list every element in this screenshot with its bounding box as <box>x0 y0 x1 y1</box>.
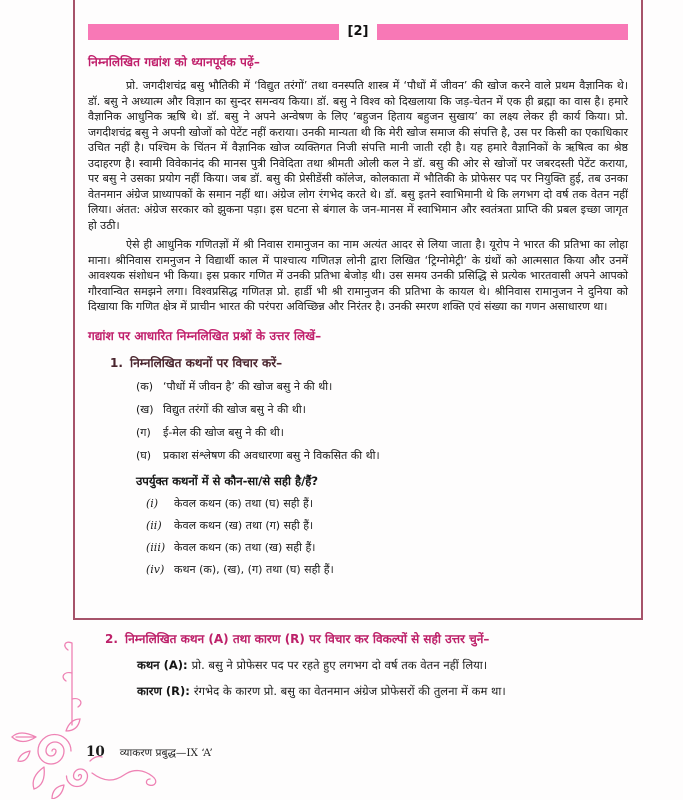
option-iii-text: केवल कथन (क) तथा (ख) सही हैं। <box>174 540 316 554</box>
option-iv-text: कथन (क), (ख), (ग) तथा (घ) सही हैं। <box>174 562 334 576</box>
option-iv-label: (iv) <box>146 562 165 576</box>
statement-gha <box>136 449 628 463</box>
statement-kha-text: विद्युत तरंगों की खोज बसु ने की थी। <box>163 402 306 416</box>
option-i <box>146 497 628 511</box>
statement-ka-text: ‘पौधों में जीवन है’ की खोज बसु ने की थी। <box>163 379 333 393</box>
option-iii-label: (iii) <box>146 540 166 554</box>
statement-ga-label: (ग) <box>136 425 151 439</box>
question-1-sub-question: उपर्युक्त कथनों में से कौन-सा/से सही है/हैं? <box>136 473 319 488</box>
assertion-row <box>137 658 633 673</box>
option-i-text: केवल कथन (क) तथा (घ) सही हैं। <box>174 496 313 510</box>
question-2-number: 2. <box>105 632 118 646</box>
reason-label: कारण (R): <box>137 684 190 698</box>
footer-page-number: 10 <box>86 744 105 760</box>
question-1-title <box>110 354 628 371</box>
question-1-number: 1. <box>110 355 123 370</box>
header-bar-left <box>88 24 339 40</box>
assertion-label: कथन (A): <box>137 658 188 672</box>
reason-text: रंगभेद के कारण प्रो. बसु का वेतनमान अंग्रेज प्रोफेसरों की तुलना में कम था। <box>193 684 506 698</box>
passage-paragraph-2: ऐसे ही आधुनिक गणितज्ञों में श्री निवास रामानुजन का नाम अत्यंत आदर से लिया जाता है। यूरोप ने भारत की प्रतिभा का लोहा माना। श्रीनिवास रामनुजन ने विद्यार्थी काल में पाश्चात्य गणितज्ञ लोनी द्वारा लिखित ‘ट्रिग्नोमेट्री’ के ग्रंथों को आत्मसात किया और उनमें आवश्यक संशोधन भी किया। इस प्रकार गणित में उनकी प्रतिभा बेजोड़ थी। उस समय उनकी प्रसिद्धि से प्रत्येक भारतवासी अपने आपको गौरवान्वित समझने लगा। विश्वप्रसिद्ध गणितज्ञ प्रो. हार्डी भी श्री रामानुजन की प्रतिभा के कायल थे। श्रीनिवास रामानुजन ने दुनिया को दिखाया कि गणित क्षेत्र में प्राचीन भारत की परंपरा अविच्छिन्न और निरंतर है। उनकी स्मरण शक्ति एवं संख्या का गणन असाधारण था। <box>88 238 628 313</box>
passage-paragraph-1: प्रो. जगदीशचंद्र बसु भौतिकी में ‘विद्युत तरंगों’ तथा वनस्पति शास्त्र में ‘पौधों में जीवन’ की खोज करने वाले प्रथम वैज्ञानिक थे। डॉ. बसु ने अध्यात्म और विज्ञान का सुन्दर समन्वय किया। डॉ. बसु ने विश्व को दिखलाया कि जड़-चेतन में एक ही ब्रह्मा का वास है। हमारे वैज्ञानिक आधुनिक ऋषि थे। डॉ. बसु ने अपने अन्वेषण के लिए ‘बहुजन हिताय बहुजन सुखाय’ का लक्ष्य लेकर ही कार्य किया। प्रो. जगदीशचंद्र बसु ने अपनी खोजों को पेटेंट नहीं कराया। उनकी मान्यता थी कि मेरी खोज समाज की संपत्ति है, उस पर किसी का एकाधिकार उचित नहीं है। पश्चिम के चिंतन में वैज्ञानिक खोज व्यक्तिगत निजी संपत्ति मानी जाती रही है। यह हमारे वैज्ञानिकों के ऋषित्व का श्रेष्ठ उदाहरण है। स्वामी विवेकानंद की मानस पुत्री निवेदिता तथा श्रीमती ओली कल ने डॉ. बसु की ओर से खोजों पर जबरदस्ती पेटेंट कराया, पर बसु ने उसका प्रयोग नहीं किया। जब डॉ. बसु की प्रेसीडेंसी कॉलेज, कोलकाता में भौतिकी के प्रोफेसर पद पर नियुक्ति हुई, तब उनका वेतनमान अंग्रेज प्राध्यापकों के समान नहीं था। अंग्रेज लोग रंगभेद करते थे। डॉ. बसु इतने स्वाभिमानी थे कि लगभग दो वर्ष तक वेतन नहीं लिया। अंतत: अंग्रेज सरकार को झुकना पड़ा। इस घटना से बंगाल के जन-मानस में स्वाभिमान और स्वतंत्रता प्राप्ति की प्रबल इच्छा जागृत हो उठी। <box>88 79 628 232</box>
question-2-title-text: निम्नलिखित कथन (A) तथा कारण (R) पर विचार कर विकल्पों से सही उत्तर चुनें– <box>125 632 490 646</box>
statement-kha-label: (ख) <box>136 402 154 416</box>
statement-ga-text: ई-मेल की खोज बसु ने की थी। <box>163 425 284 439</box>
footer-book-title: व्याकरण प्रबुद्ध—IX ‘A’ <box>119 747 213 759</box>
floral-corner-decoration <box>6 633 194 799</box>
reason-row <box>137 684 633 699</box>
instruction-heading: निम्नलिखित गद्यांश को ध्यानपूर्वक पढ़ें– <box>88 55 260 69</box>
statement-ka-label: (क) <box>136 379 154 393</box>
questions-heading: गद्यांश पर आधारित निम्नलिखित प्रश्नों के उत्तर लिखें– <box>88 328 322 343</box>
page-content-box <box>73 0 643 620</box>
statement-gha-text: प्रकाश संश्लेषण की अवधारणा बसु ने विकसित की थी। <box>163 448 380 462</box>
page-number-top: [2] <box>347 24 369 39</box>
statement-ka <box>136 380 628 394</box>
question-1-title-text: निम्नलिखित कथनों पर विचार करें– <box>130 355 283 370</box>
option-iii <box>146 541 628 555</box>
option-ii <box>146 519 628 533</box>
statement-kha <box>136 403 628 417</box>
assertion-text: प्रो. बसु ने प्रोफेसर पद पर रहते हुए लगभग दो वर्ष तक वेतन नहीं लिया। <box>191 658 488 672</box>
option-i-label: (i) <box>146 496 159 510</box>
option-ii-text: केवल कथन (ख) तथा (ग) सही हैं। <box>174 518 314 532</box>
page-header <box>88 23 628 40</box>
option-ii-label: (ii) <box>146 518 162 532</box>
page-footer <box>86 744 213 760</box>
statement-gha-label: (घ) <box>136 448 152 462</box>
header-bar-right <box>377 24 628 40</box>
page-content <box>75 23 641 577</box>
option-iv <box>146 563 628 577</box>
statement-ga <box>136 426 628 440</box>
